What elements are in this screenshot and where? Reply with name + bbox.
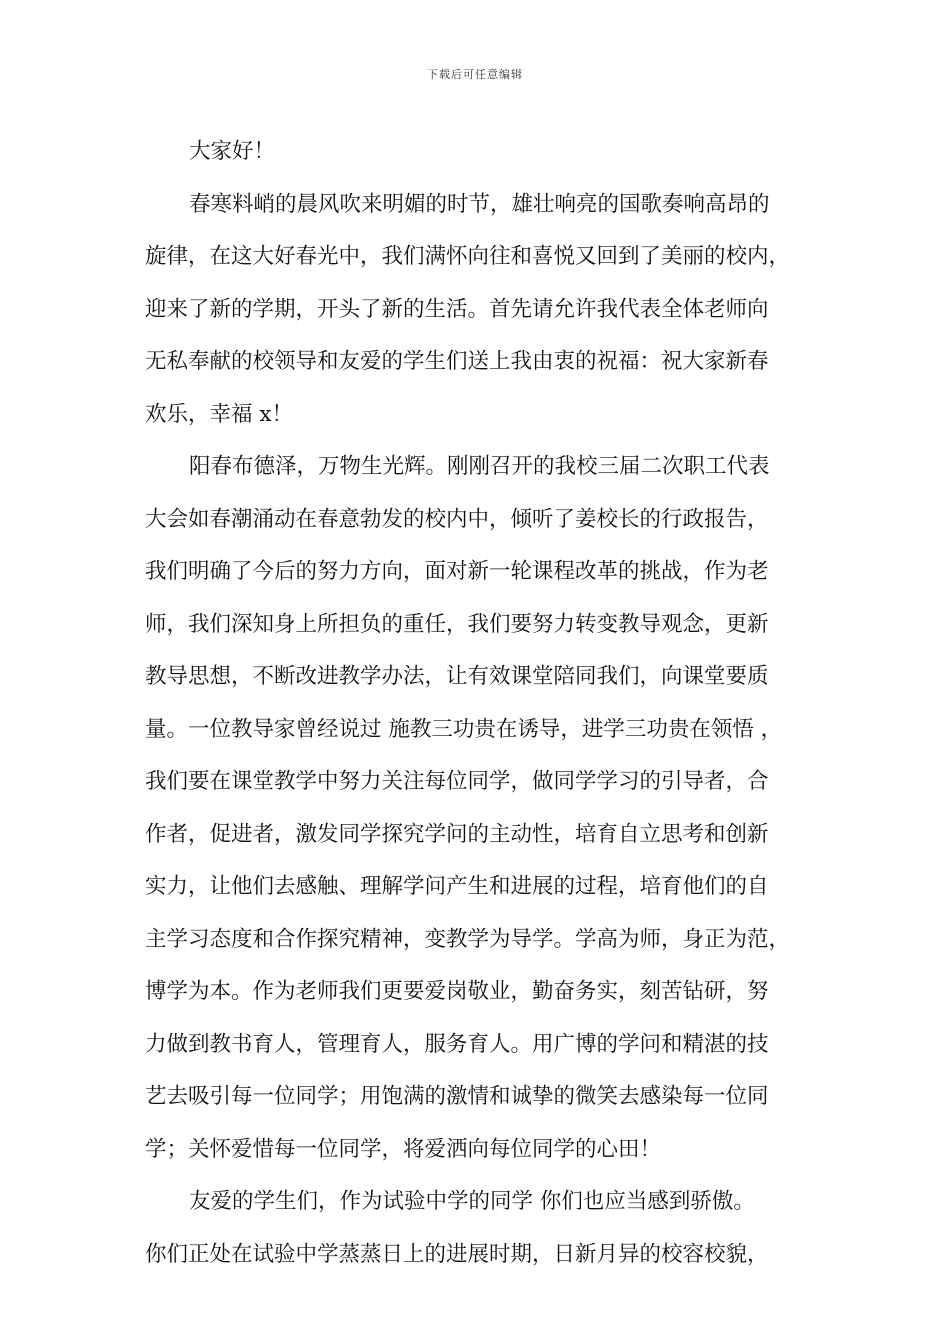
text-line: 我们明确了今后的努力方向，面对新一轮课程改革的挑战，作为老 bbox=[145, 559, 769, 584]
text-line: 量。一位教导家曾经说过 施教三功贵在诱导，进学三功贵在领悟 ， bbox=[145, 716, 783, 742]
speech-body bbox=[145, 131, 805, 1286]
text-line: 大家好！ bbox=[189, 139, 276, 164]
text-line: 博学为本。作为老师我们更要爱岗敬业，勤奋务实，刻苦钻研，努 bbox=[145, 979, 769, 1004]
text-line: 教导思想，不断改进教学办法，让有效课堂陪同我们，向课堂要质 bbox=[145, 664, 769, 689]
text-line: 作者，促进者，激发同学探究学问的主动性，培育自立思考和创新 bbox=[145, 821, 769, 847]
text-line: 春寒料峭的晨风吹来明媚的时节，雄壮响亮的国歌奏响高昂的 bbox=[189, 191, 770, 217]
text-line: 学；关怀爱惜每一位同学，将爱洒向每位同学的心田！ bbox=[145, 1136, 662, 1162]
text-line: 力做到教书育人，管理育人，服务育人。用广博的学问和精湛的技 bbox=[145, 1031, 769, 1057]
text-line: 迎来了新的学期，开头了新的生活。首先请允许我代表全体老师向 bbox=[145, 296, 769, 322]
text-line: 阳春布德泽，万物生光辉。刚刚召开的我校三届二次职工代表 bbox=[189, 454, 770, 479]
text-line: 我们要在课堂教学中努力关注每位同学，做同学学习的引导者，合 bbox=[145, 769, 769, 794]
text-line: 友爱的学生们，作为试验中学的同学 你们也应当感到骄傲。 bbox=[189, 1189, 755, 1214]
text-line: 无私奉献的校领导和友爱的学生们送上我由衷的祝福：祝大家新春 bbox=[145, 349, 769, 374]
text-line: 主学习态度和合作探究精神，变教学为导学。学高为师，身正为范， bbox=[145, 926, 791, 952]
text-line: 欢乐，幸福 x！ bbox=[145, 401, 293, 427]
download-note: 下载后可任意编辑 bbox=[427, 68, 523, 81]
text-line: 师，我们深知身上所担负的重任，我们要努力转变教导观念，更新 bbox=[145, 611, 769, 637]
text-line: 旋律，在这大好春光中，我们满怀向往和喜悦又回到了美丽的校内， bbox=[145, 244, 791, 269]
text-line: 艺去吸引每一位同学；用饱满的激情和诚挚的微笑去感染每一位同 bbox=[145, 1084, 769, 1109]
text-line: 实力，让他们去感触、理解学问产生和进展的过程，培育他们的自 bbox=[145, 874, 769, 899]
text-line: 大会如春潮涌动在春意勃发的校内中，倾听了姜校长的行政报告， bbox=[145, 506, 769, 532]
text-line: 你们正处在试验中学蒸蒸日上的进展时期，日新月异的校容校貌， bbox=[145, 1241, 769, 1267]
